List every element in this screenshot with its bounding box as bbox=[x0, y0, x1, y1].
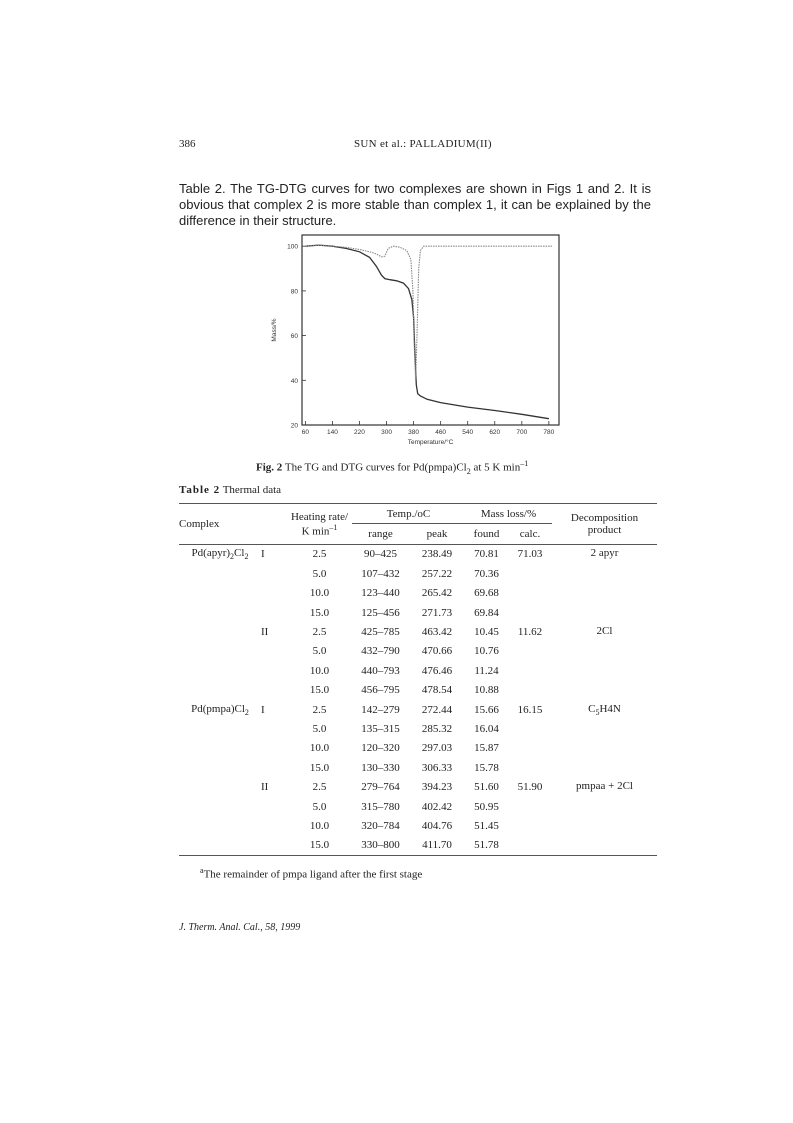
cell-product bbox=[552, 719, 657, 738]
cell-product bbox=[552, 603, 657, 622]
cell-stage bbox=[261, 642, 287, 661]
table-row bbox=[179, 758, 657, 777]
y-tick-label: 100 bbox=[287, 243, 298, 251]
col-heating-rate-label: Heating rate/ bbox=[290, 510, 349, 523]
cell-product bbox=[552, 564, 657, 583]
figure-caption bbox=[256, 459, 528, 476]
cell-complex-sub1: 2 bbox=[230, 552, 235, 562]
cell-rate: 2.5 bbox=[312, 781, 327, 794]
x-tick-label: 60 bbox=[301, 429, 309, 436]
cell-peak: 394.23 bbox=[421, 781, 453, 794]
cell-calc: 71.03 bbox=[517, 548, 543, 561]
cell-range: 130–330 bbox=[361, 761, 400, 774]
x-tick-label: 620 bbox=[489, 429, 501, 436]
cell-peak: 257.22 bbox=[421, 567, 453, 580]
y-tick-label: 80 bbox=[290, 288, 298, 296]
cell-complex bbox=[179, 584, 261, 603]
table-row bbox=[179, 700, 657, 719]
col-heating-rate bbox=[287, 504, 352, 545]
x-tick-label: 700 bbox=[516, 429, 528, 436]
cell-stage: II bbox=[261, 781, 269, 794]
cell-range: 279–764 bbox=[361, 781, 400, 794]
cell-complex bbox=[179, 603, 261, 622]
cell-calc bbox=[508, 584, 552, 603]
col-heating-sup: –1 bbox=[329, 522, 338, 532]
cell-rate: 15.0 bbox=[309, 761, 330, 774]
cell-product bbox=[552, 584, 657, 603]
cell-peak: 272.44 bbox=[421, 703, 453, 716]
cell-stage bbox=[261, 797, 287, 816]
cell-peak: 265.42 bbox=[421, 587, 453, 600]
col-decomp-label: Decomposition bbox=[570, 511, 639, 524]
x-tick-label: 780 bbox=[543, 429, 555, 436]
cell-stage bbox=[261, 681, 287, 700]
cell-product bbox=[552, 836, 657, 856]
cell-peak: 297.03 bbox=[421, 742, 453, 755]
table-row bbox=[179, 661, 657, 680]
cell-found: 51.78 bbox=[474, 839, 499, 852]
cell-rate: 2.5 bbox=[312, 548, 327, 561]
cell-complex bbox=[179, 797, 261, 816]
cell-product-sub: 5 bbox=[595, 707, 600, 717]
cell-complex bbox=[179, 564, 261, 583]
cell-rate: 10.0 bbox=[309, 819, 330, 832]
cell-stage bbox=[261, 758, 287, 777]
cell-stage: II bbox=[261, 626, 269, 639]
cell-stage bbox=[261, 603, 287, 622]
cell-complex bbox=[179, 544, 261, 564]
cell-product bbox=[552, 642, 657, 661]
table-title: Thermal data bbox=[222, 484, 282, 496]
table-row bbox=[179, 564, 657, 583]
cell-calc bbox=[508, 797, 552, 816]
cell-found: 16.04 bbox=[474, 722, 499, 735]
cell-complex bbox=[179, 777, 261, 796]
dtg-curve bbox=[305, 245, 552, 380]
cell-stage bbox=[261, 719, 287, 738]
cell-range: 456–795 bbox=[361, 684, 400, 697]
y-axis-label: Mass/% bbox=[271, 318, 278, 342]
x-tick-label: 540 bbox=[462, 429, 474, 436]
col-stage bbox=[261, 504, 287, 545]
cell-stage: I bbox=[261, 548, 265, 561]
cell-calc: 16.15 bbox=[517, 703, 543, 716]
cell-peak: 463.42 bbox=[421, 626, 453, 639]
cell-product bbox=[552, 681, 657, 700]
cell-calc bbox=[508, 719, 552, 738]
cell-rate: 15.0 bbox=[309, 606, 330, 619]
table-row bbox=[179, 739, 657, 758]
cell-range: 320–784 bbox=[361, 819, 400, 832]
col-heating-unit: K min bbox=[301, 525, 330, 538]
table-row bbox=[179, 681, 657, 700]
figure-caption-text: The TG and DTG curves for Pd(pmpa)Cl bbox=[284, 461, 467, 474]
cell-found: 51.60 bbox=[474, 781, 499, 794]
cell-rate: 5.0 bbox=[312, 722, 327, 735]
table-row bbox=[179, 544, 657, 564]
col-peak: peak bbox=[426, 528, 448, 541]
cell-product-main: C bbox=[588, 702, 596, 715]
page-number: 386 bbox=[179, 138, 196, 150]
cell-product bbox=[552, 758, 657, 777]
cell-range: 123–440 bbox=[361, 587, 400, 600]
cell-range: 125–456 bbox=[361, 606, 400, 619]
col-mass-loss: Mass loss/% bbox=[465, 504, 552, 524]
cell-complex-mid: Cl bbox=[234, 547, 245, 560]
y-tick-label: 20 bbox=[290, 422, 298, 430]
x-tick-label: 460 bbox=[435, 429, 447, 436]
x-tick-label: 220 bbox=[354, 429, 365, 436]
cell-rate: 10.0 bbox=[309, 587, 330, 600]
cell-product bbox=[552, 544, 657, 564]
cell-range: 120–320 bbox=[361, 742, 400, 755]
cell-product-main: pmpa bbox=[576, 780, 601, 793]
cell-complex bbox=[179, 758, 261, 777]
cell-range: 440–793 bbox=[361, 664, 400, 677]
figure-label: Fig. 2 bbox=[256, 461, 283, 474]
cell-stage bbox=[261, 739, 287, 758]
cell-complex bbox=[179, 642, 261, 661]
cell-complex bbox=[179, 836, 261, 856]
cell-stage bbox=[261, 836, 287, 856]
cell-range: 315–780 bbox=[361, 800, 400, 813]
cell-product bbox=[552, 777, 657, 796]
cell-product bbox=[552, 622, 657, 641]
cell-peak: 470.66 bbox=[421, 645, 453, 658]
cell-calc bbox=[508, 681, 552, 700]
cell-product bbox=[552, 797, 657, 816]
footnote-text: The remainder of pmpa ligand after the first stage bbox=[203, 868, 423, 881]
cell-range: 330–800 bbox=[361, 839, 400, 852]
cell-complex bbox=[179, 681, 261, 700]
cell-range: 107–432 bbox=[361, 567, 400, 580]
thermal-data-table bbox=[179, 503, 657, 856]
x-axis-label: Temperature/°C bbox=[407, 439, 454, 446]
cell-peak: 402.42 bbox=[421, 800, 453, 813]
cell-range: 90–425 bbox=[364, 548, 397, 561]
table-row bbox=[179, 777, 657, 796]
running-title: SUN et al.: PALLADIUM(II) bbox=[354, 138, 492, 150]
table-row bbox=[179, 719, 657, 738]
cell-stage bbox=[261, 816, 287, 835]
cell-complex-sub2: 2 bbox=[244, 552, 249, 562]
col-calc: calc. bbox=[519, 528, 541, 541]
cell-calc: 11.62 bbox=[517, 626, 543, 639]
cell-calc bbox=[508, 564, 552, 583]
cell-found: 10.76 bbox=[474, 645, 499, 658]
col-found: found bbox=[473, 528, 500, 541]
table-row bbox=[179, 836, 657, 856]
table-row bbox=[179, 603, 657, 622]
cell-stage bbox=[261, 564, 287, 583]
cell-found: 11.24 bbox=[474, 664, 499, 677]
cell-peak: 238.49 bbox=[421, 548, 453, 561]
cell-rate: 15.0 bbox=[309, 684, 330, 697]
cell-found: 70.81 bbox=[474, 548, 499, 561]
cell-rate: 10.0 bbox=[309, 664, 330, 677]
y-tick-label: 60 bbox=[290, 333, 298, 341]
cell-peak: 306.33 bbox=[421, 761, 453, 774]
table-row bbox=[179, 584, 657, 603]
table-row bbox=[179, 797, 657, 816]
cell-range: 135–315 bbox=[361, 722, 400, 735]
col-decomposition bbox=[552, 504, 657, 545]
y-tick-label: 40 bbox=[290, 377, 298, 385]
cell-range: 142–279 bbox=[361, 703, 400, 716]
cell-calc bbox=[508, 836, 552, 856]
cell-range: 432–790 bbox=[361, 645, 400, 658]
footnote-mark: a bbox=[200, 866, 204, 875]
col-temp: Temp./oC bbox=[352, 504, 465, 524]
cell-complex-main: Pd(apyr) bbox=[191, 547, 231, 560]
cell-peak: 411.70 bbox=[422, 839, 452, 852]
cell-complex bbox=[179, 816, 261, 835]
table-body bbox=[179, 544, 657, 855]
col-product-label: product bbox=[587, 523, 622, 536]
cell-complex bbox=[179, 719, 261, 738]
plot-frame bbox=[302, 235, 559, 425]
cell-complex bbox=[179, 700, 261, 719]
tg-dtg-chart bbox=[262, 233, 562, 453]
cell-found: 10.88 bbox=[474, 684, 499, 697]
x-tick-label: 300 bbox=[381, 429, 392, 436]
cell-found: 15.66 bbox=[474, 703, 499, 716]
cell-calc bbox=[508, 758, 552, 777]
x-tick-label: 380 bbox=[408, 429, 420, 436]
cell-peak: 271.73 bbox=[421, 606, 453, 619]
figure-caption-sub: 2 bbox=[466, 466, 471, 476]
cell-peak: 476.46 bbox=[421, 664, 453, 677]
cell-rate: 5.0 bbox=[312, 800, 327, 813]
cell-stage bbox=[261, 661, 287, 680]
cell-calc: 51.90 bbox=[517, 781, 543, 794]
cell-found: 69.68 bbox=[474, 587, 499, 600]
table-row bbox=[179, 816, 657, 835]
cell-product bbox=[552, 816, 657, 835]
col-complex: Complex bbox=[179, 517, 220, 530]
cell-rate: 5.0 bbox=[312, 645, 327, 658]
journal-line: J. Therm. Anal. Cal., 58, 1999 bbox=[179, 922, 301, 933]
cell-calc bbox=[508, 661, 552, 680]
cell-peak: 478.54 bbox=[421, 684, 453, 697]
table-label: Table 2 bbox=[179, 484, 221, 496]
cell-product-tail: H4N bbox=[599, 702, 621, 715]
cell-found: 15.87 bbox=[474, 742, 499, 755]
table-row bbox=[179, 642, 657, 661]
cell-found: 15.78 bbox=[474, 761, 499, 774]
cell-found: 50.95 bbox=[474, 800, 499, 813]
cell-complex-main: Pd(pmpa)Cl bbox=[191, 702, 245, 715]
cell-found: 51.45 bbox=[474, 819, 499, 832]
x-tick-label: 140 bbox=[327, 429, 338, 436]
cell-rate: 2.5 bbox=[312, 626, 327, 639]
cell-complex bbox=[179, 739, 261, 758]
cell-complex bbox=[179, 622, 261, 641]
col-range: range bbox=[368, 528, 393, 541]
cell-found: 69.84 bbox=[474, 606, 499, 619]
cell-calc bbox=[508, 603, 552, 622]
cell-found: 70.36 bbox=[474, 567, 499, 580]
cell-peak: 404.76 bbox=[421, 819, 453, 832]
cell-range: 425–785 bbox=[361, 626, 400, 639]
body-paragraph: Table 2. The TG-DTG curves for two complexes are shown in Figs 1 and 2. It is obvious that complex 2 is more stable than complex 1, it can be explained by the difference in their structure. bbox=[179, 181, 651, 228]
table-caption bbox=[179, 484, 281, 496]
cell-peak: 285.32 bbox=[421, 722, 453, 735]
cell-product bbox=[552, 661, 657, 680]
cell-rate: 2.5 bbox=[312, 703, 327, 716]
cell-stage: I bbox=[261, 703, 265, 716]
cell-rate: 15.0 bbox=[309, 839, 330, 852]
cell-product bbox=[552, 739, 657, 758]
cell-product-main: 2Cl bbox=[596, 624, 613, 637]
figure-caption-sup: –1 bbox=[520, 459, 529, 468]
cell-complex bbox=[179, 661, 261, 680]
cell-rate: 10.0 bbox=[309, 742, 330, 755]
footnote bbox=[200, 866, 422, 881]
cell-rate: 5.0 bbox=[312, 567, 327, 580]
figure-caption-rest: at 5 K min bbox=[473, 461, 521, 474]
cell-product-main: 2 apyr bbox=[590, 547, 619, 560]
tg-curve bbox=[305, 245, 549, 419]
cell-complex-sub1: 2 bbox=[244, 707, 249, 717]
table-row bbox=[179, 622, 657, 641]
cell-product-tail: a + 2Cl bbox=[600, 780, 633, 793]
cell-product bbox=[552, 700, 657, 719]
cell-calc bbox=[508, 816, 552, 835]
cell-calc bbox=[508, 642, 552, 661]
cell-calc bbox=[508, 739, 552, 758]
cell-stage bbox=[261, 584, 287, 603]
cell-found: 10.45 bbox=[474, 626, 499, 639]
